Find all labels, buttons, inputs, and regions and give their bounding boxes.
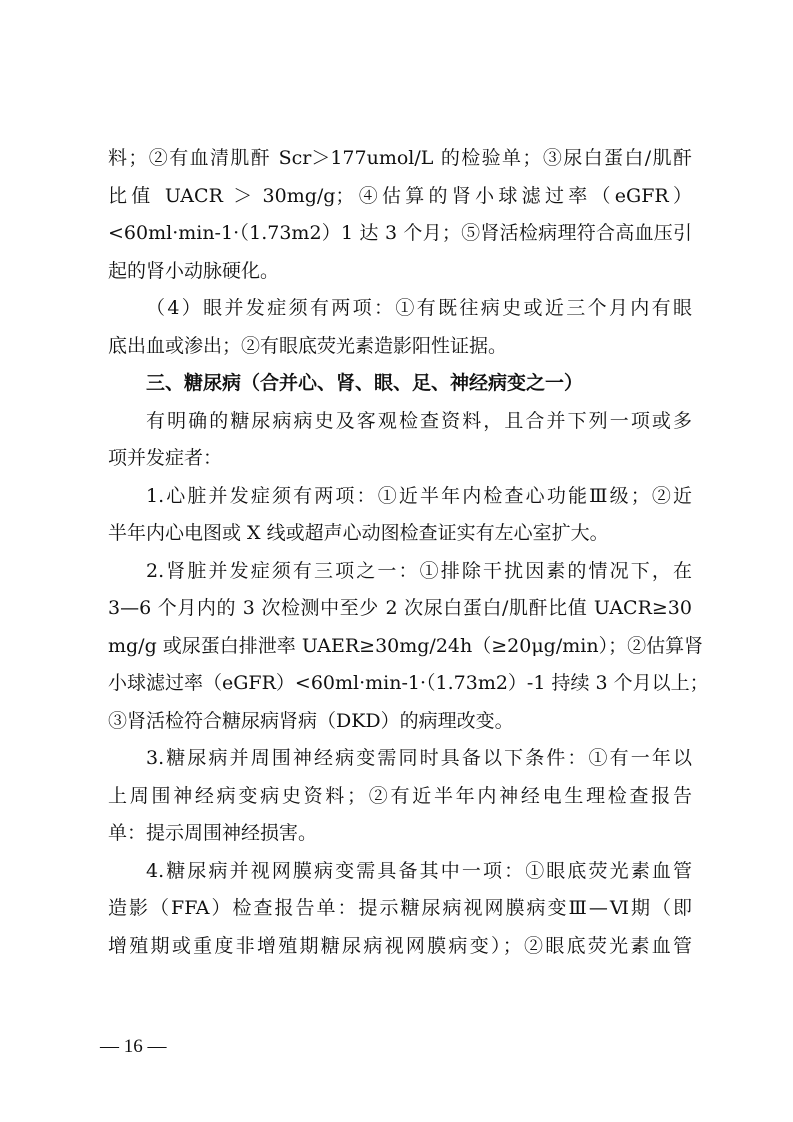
text-line: 3.糖尿病并周围神经病变需同时具备以下条件：①有一年以 xyxy=(146,747,692,769)
section-heading: 三、糖尿病（合并心、肾、眼、足、神经病变之一） xyxy=(146,372,584,394)
text-line: 底出血或渗出；②有眼底荧光素造影阳性证据。 xyxy=(108,334,508,357)
text-line: <60ml·min-1·（1.73m2）1 达 3 个月；⑤肾活检病理符合高血压引 xyxy=(108,222,692,244)
text-line: 上周围神经病变病史资料；②有近半年内神经电生理检查报告 xyxy=(108,784,692,807)
text-line: 料；②有血清肌酐 Scr＞177umol/L 的检验单；③尿白蛋白/肌酐 xyxy=(108,147,692,169)
text-line: （4）眼并发症须有两项：①有既往病史或近三个月内有眼 xyxy=(146,297,692,319)
text-line: 4.糖尿病并视网膜病变需具备其中一项：①眼底荧光素血管 xyxy=(146,859,692,882)
text-line: 2.肾脏并发症须有三项之一：①排除干扰因素的情况下，在 xyxy=(146,559,692,582)
text-line: 项并发症者： xyxy=(108,447,223,469)
text-line: 比值 UACR ＞ 30mg/g；④估算的肾小球滤过率（eGFR） xyxy=(108,184,692,207)
body-text xyxy=(108,140,709,965)
page-number: — 16 — xyxy=(100,1036,167,1057)
text-line: 单：提示周围神经损害。 xyxy=(108,822,318,844)
text-line: 半年内心电图或 X 线或超声心动图检查证实有左心室扩大。 xyxy=(108,522,609,544)
text-line: ③肾活检符合糖尿病肾病（DKD）的病理改变。 xyxy=(108,709,514,732)
text-line: 增殖期或重度非增殖期糖尿病视网膜病变）；②眼底荧光素血管 xyxy=(108,934,692,957)
text-line: 有明确的糖尿病病史及客观检查资料，且合并下列一项或多 xyxy=(146,409,692,432)
text-line: 造影（FFA）检查报告单：提示糖尿病视网膜病变Ⅲ—Ⅵ期（即 xyxy=(108,897,692,919)
text-line: 3—6 个月内的 3 次检测中至少 2 次尿白蛋白/肌酐比值 UACR≥30 xyxy=(108,597,692,619)
text-line: mg/g 或尿蛋白排泄率 UAER≥30mg/24h（≥20μg/min）；②估算肾 xyxy=(108,634,704,657)
text-line: 1.心脏并发症须有两项：①近半年内检查心功能Ⅲ级；②近 xyxy=(146,484,692,507)
text-line: 小球滤过率（eGFR）<60ml·min-1·（1.73m2）-1 持续 3 个月以上； xyxy=(108,672,709,694)
text-line: 起的肾小动脉硬化。 xyxy=(108,259,280,282)
